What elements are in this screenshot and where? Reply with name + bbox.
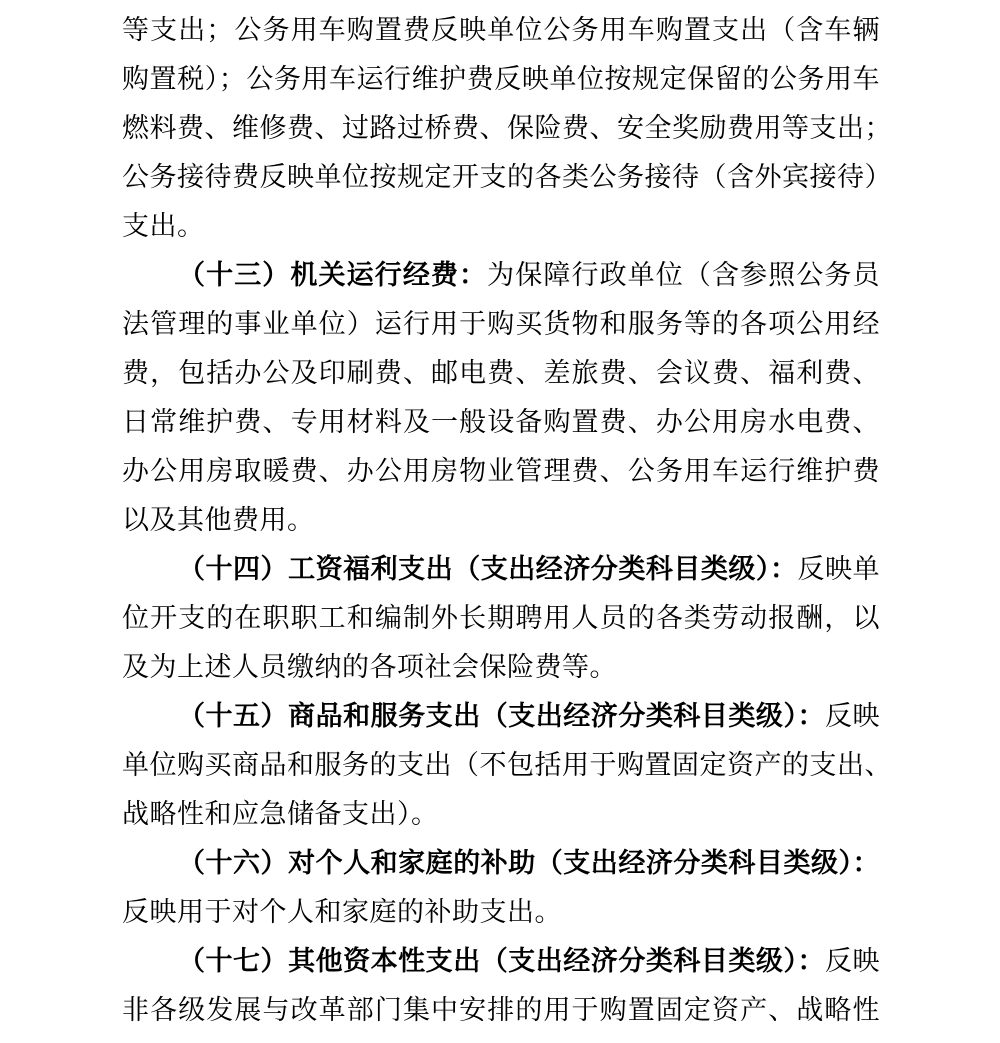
text-run: 等支出；公务用车购置费反映单位公务用车购置支出（含车辆 bbox=[122, 15, 880, 45]
text-run: 反映 bbox=[824, 701, 881, 731]
text-line bbox=[122, 398, 880, 447]
text-line bbox=[122, 153, 892, 202]
text-line bbox=[122, 447, 880, 496]
text-line bbox=[122, 692, 880, 741]
paragraph-section-14 bbox=[122, 545, 880, 692]
text-run: 反映 bbox=[824, 946, 881, 976]
text-line bbox=[122, 643, 880, 692]
text-run: 单位购买商品和服务的支出（不包括用于购置固定资产的支出、 bbox=[122, 750, 892, 780]
paragraph-continuation bbox=[122, 6, 892, 251]
text-line bbox=[122, 937, 880, 986]
text-run: 战略性和应急储备支出）。 bbox=[122, 799, 439, 829]
text-line bbox=[122, 741, 892, 790]
text-line bbox=[122, 496, 880, 545]
paragraph-section-15 bbox=[122, 692, 892, 839]
text-line bbox=[122, 790, 880, 839]
text-run: 燃料费、维修费、过路过桥费、保险费、安全奖励费用等支出； bbox=[122, 113, 892, 143]
text-run: 以及其他费用。 bbox=[122, 505, 315, 535]
text-run: 办公用房取暖费、办公用房物业管理费、公务用车运行维护费 bbox=[122, 456, 880, 486]
text-run: 公务接待费反映单位按规定开支的各类公务接待（含外宾接待） bbox=[122, 162, 892, 192]
section-heading-16: （十六）对个人和家庭的补助（支出经济分类科目类级）： bbox=[178, 848, 880, 878]
text-line bbox=[122, 300, 880, 349]
text-line bbox=[122, 839, 880, 888]
text-line bbox=[122, 104, 892, 153]
text-line bbox=[122, 545, 880, 594]
section-heading-15: （十五）商品和服务支出（支出经济分类科目类级）： bbox=[178, 701, 825, 731]
text-line bbox=[122, 888, 880, 937]
paragraph-section-17 bbox=[122, 937, 880, 1035]
text-line bbox=[122, 594, 880, 643]
paragraph-section-13 bbox=[122, 251, 880, 545]
text-run: 反映用于对个人和家庭的补助支出。 bbox=[122, 897, 562, 927]
text-line bbox=[122, 986, 880, 1035]
text-run: 为保障行政单位（含参照公务员 bbox=[487, 260, 881, 290]
text-line bbox=[122, 55, 880, 104]
section-heading-14: （十四）工资福利支出（支出经济分类科目类级）： bbox=[178, 554, 798, 584]
text-run: 购置税）；公务用车运行维护费反映单位按规定保留的公务用车 bbox=[122, 64, 880, 94]
text-run: 非各级发展与改革部门集中安排的用于购置固定资产、战略性 bbox=[122, 995, 880, 1025]
text-line bbox=[122, 202, 880, 251]
text-run: 费，包括办公及印刷费、邮电费、差旅费、会议费、福利费、 bbox=[122, 358, 880, 388]
section-heading-17: （十七）其他资本性支出（支出经济分类科目类级）： bbox=[178, 946, 825, 976]
text-run: 日常维护费、专用材料及一般设备购置费、办公用房水电费、 bbox=[122, 407, 880, 437]
text-run: 反映单 bbox=[797, 554, 881, 584]
text-run: 支出。 bbox=[122, 211, 205, 241]
section-heading-13: （十三）机关运行经费： bbox=[178, 260, 488, 290]
text-line bbox=[122, 251, 880, 300]
text-run: 法管理的事业单位）运行用于购买货物和服务等的各项公用经 bbox=[122, 309, 880, 339]
text-run: 位开支的在职职工和编制外长期聘用人员的各类劳动报酬，以 bbox=[122, 603, 880, 633]
paragraph-section-16 bbox=[122, 839, 880, 937]
text-run: 及为上述人员缴纳的各项社会保险费等。 bbox=[122, 652, 617, 682]
text-line bbox=[122, 349, 880, 398]
text-line bbox=[122, 6, 880, 55]
